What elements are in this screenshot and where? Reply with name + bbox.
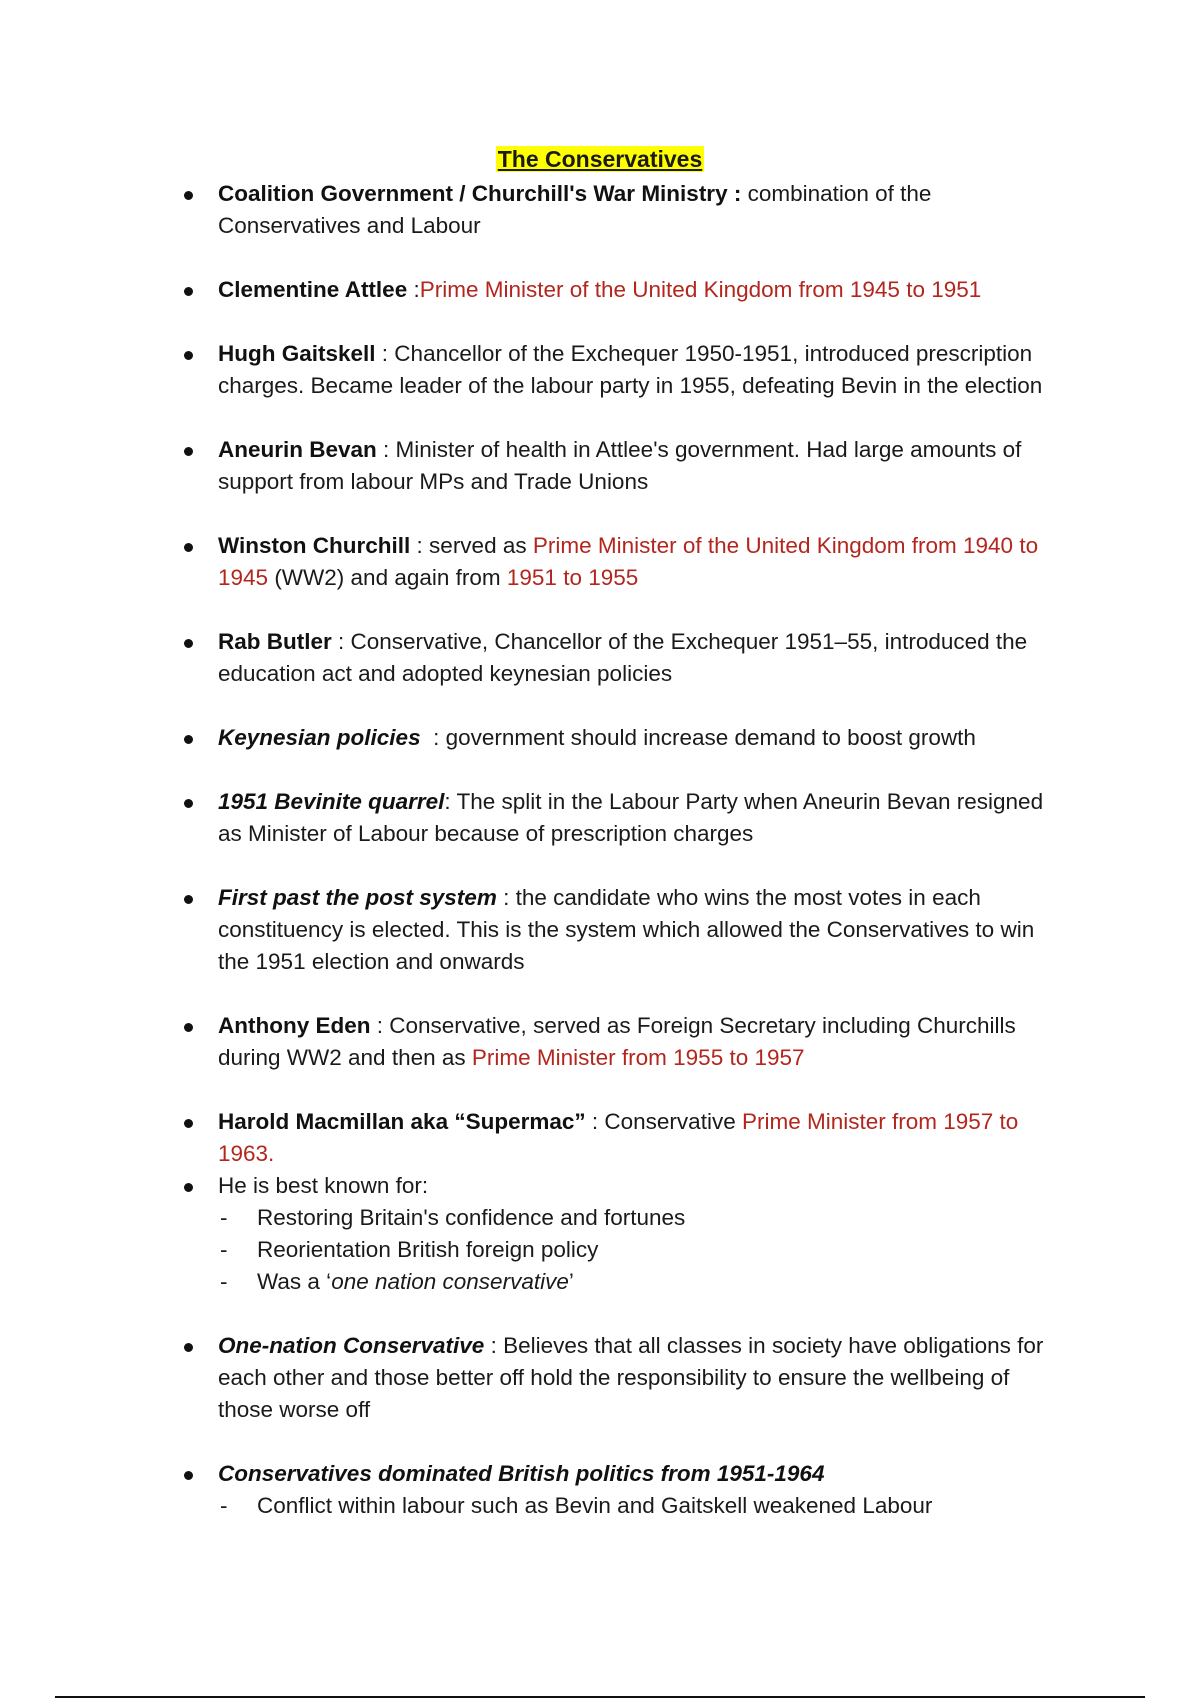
definition-attlee: Prime Minister of the United Kingdom from 1945 to 1951 [419,277,982,302]
known-for-sublist [184,1202,1064,1298]
dash-icon: - [220,1237,228,1262]
bullet-icon [184,1183,193,1192]
page-title-text: The Conservatives [497,146,703,172]
highlight-churchill-term1: Prime Minister of the United Kingdom from 1940 to 1945 [218,533,1039,590]
bullet-icon [184,1343,193,1352]
list-item-churchill [184,530,1064,594]
sub-item-text: Conflict within labour such as Bevin and Gaitskell weakened Labour [257,1493,933,1518]
definition-bevinite: : The split in the Labour Party when Aneurin Bevan resigned as Minister of Labour because of prescription charges [218,789,1044,846]
list-item-keynesian [184,722,1064,754]
term-keynesian: Keynesian policies [218,725,421,750]
separator-attlee: : [407,277,420,302]
term-one-nation: One-nation Conservative [218,1333,485,1358]
term-attlee: Clementine Attlee [218,277,408,302]
sub-item-text: Restoring Britain's confidence and fortunes [257,1205,686,1230]
dash-icon: - [220,1493,228,1518]
sub-item-suffix: ’ [568,1269,574,1294]
term-macmillan: Harold Macmillan aka “Supermac” [218,1109,586,1134]
page-title [0,144,1200,174]
definition-keynesian: : government should increase demand to boost growth [420,725,976,750]
bullet-icon [184,447,193,456]
sub-item-prefix: Was a ‘ [257,1269,332,1294]
sub-item-text: Reorientation British foreign policy [257,1237,599,1262]
highlight-eden: Prime Minister from 1955 to 1957 [471,1045,805,1070]
term-gaitskell: Hugh Gaitskell [218,341,376,366]
bullet-icon [184,895,193,904]
list-item-bevan [184,434,1064,498]
bullet-icon [184,1471,193,1480]
term-fptp: First past the post system [218,885,497,910]
list-item-attlee [184,274,1064,306]
bullet-icon [184,287,193,296]
highlight-churchill-term2: 1951 to 1955 [506,565,639,590]
term-bevinite: 1951 Bevinite quarrel [218,789,445,814]
definition-eden: : Conservative, served as Foreign Secretary including Churchills during WW2 and then as [218,1013,1016,1070]
sub-item [184,1202,1064,1234]
bullet-icon [184,1023,193,1032]
sub-item [184,1234,1064,1266]
known-for-text: He is best known for: [218,1173,429,1198]
definition-churchill-part1: : served as [410,533,533,558]
term-dominated: Conservatives dominated British politics from 1951-1964 [218,1461,825,1486]
list-item-macmillan [184,1106,1064,1170]
dash-icon: - [220,1205,228,1230]
notes-list [184,178,1064,1554]
term-butler: Rab Butler [218,629,332,654]
term-eden: Anthony Eden [218,1013,371,1038]
bullet-icon [184,639,193,648]
bullet-icon [184,1119,193,1128]
list-item-bevinite [184,786,1064,850]
definition-macmillan: : Conservative [585,1109,742,1134]
list-item-eden [184,1010,1064,1074]
definition-churchill-part2: (WW2) and again from [268,565,507,590]
list-item-one-nation [184,1330,1064,1426]
dominated-sublist [184,1490,1064,1522]
term-coalition: Coalition Government / Churchill's War Ministry : [218,181,742,206]
footer-divider [55,1696,1145,1698]
definition-bevan: : Minister of health in Attlee's government. Had large amounts of support from labour MPs and Trade Unions [218,437,1022,494]
term-bevan: Aneurin Bevan [218,437,377,462]
definition-gaitskell: : Chancellor of the Exchequer 1950-1951, introduced prescription charges. Became leader of the labour party in 1955, defeating Bevin in the election [218,341,1043,398]
definition-coalition: combination of the Conservatives and Labour [218,181,932,238]
list-item-butler [184,626,1064,690]
bullet-icon [184,799,193,808]
bullet-icon [184,543,193,552]
definition-one-nation: : Believes that all classes in society have obligations for each other and those better off hold the responsibility to ensure the wellbeing of those worse off [218,1333,1044,1422]
definition-fptp: : the candidate who wins the most votes in each constituency is elected. This is the system which allowed the Conservatives to win the 1951 election and onwards [218,885,1035,974]
sub-item [184,1490,1064,1522]
bullet-icon [184,351,193,360]
list-item-fptp [184,882,1064,978]
list-item-gaitskell [184,338,1064,402]
list-item-known-for [184,1170,1064,1202]
term-churchill: Winston Churchill [218,533,411,558]
bullet-icon [184,191,193,200]
list-item-dominated [184,1458,1064,1490]
dash-icon: - [220,1269,228,1294]
bullet-icon [184,735,193,744]
list-item-coalition [184,178,1064,242]
sub-item-italic: one nation conservative [331,1269,569,1294]
sub-item [184,1266,1064,1298]
highlight-macmillan: Prime Minister from 1957 to 1963. [218,1109,1019,1166]
definition-butler: : Conservative, Chancellor of the Exchequer 1951–55, introduced the education act and adopted keynesian policies [218,629,1028,686]
